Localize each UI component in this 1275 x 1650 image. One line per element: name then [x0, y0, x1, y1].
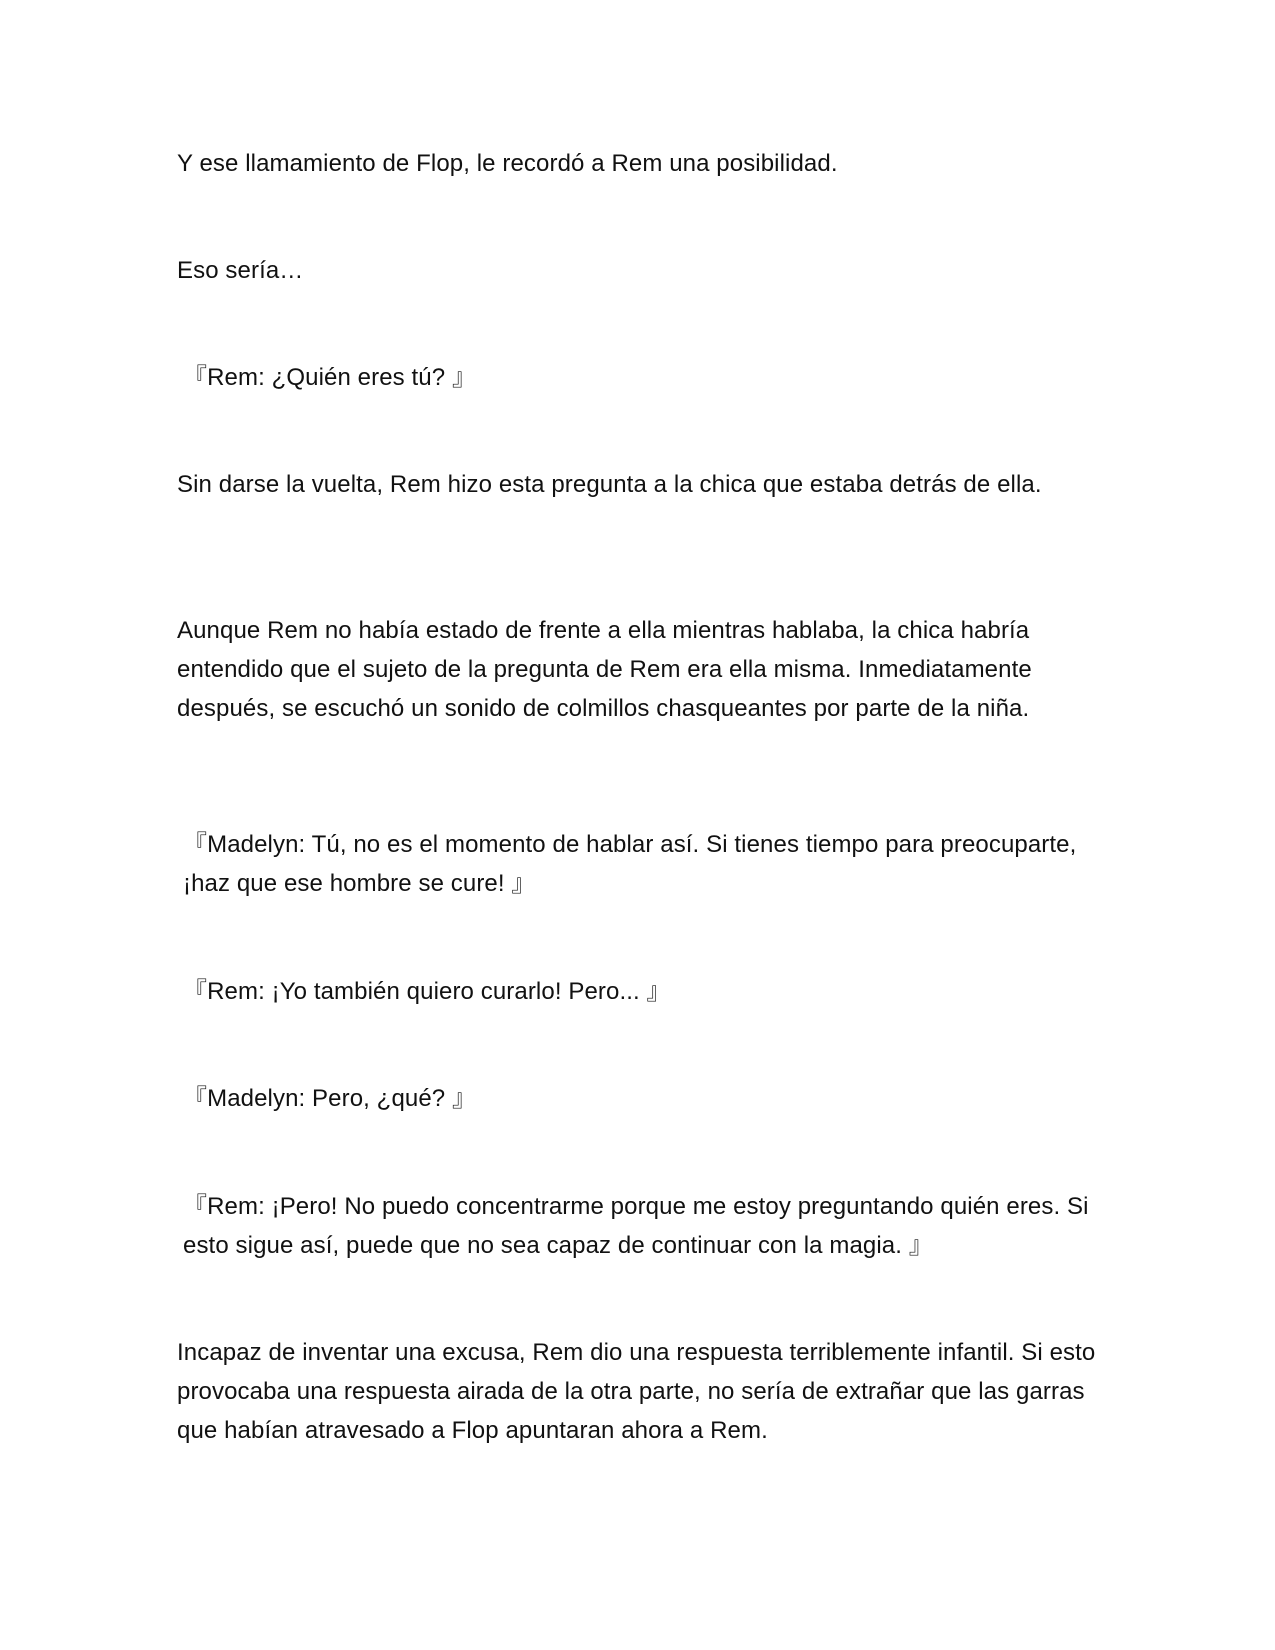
dialogue-rem-2: 『Rem: ¡Yo también quiero curarlo! Pero... 』 [183, 978, 671, 1005]
paragraph-narration-5: Incapaz de inventar una excusa, Rem dio una respuesta terriblemente infantil. Si esto provocaba una respuesta airada de la otra parte, no sería de extrañar que las garras que habían atravesado a Flop apuntaran ahora a Rem. [177, 1339, 1096, 1444]
paragraph-narration-1: Y ese llamamiento de Flop, le recordó a Rem una posibilidad. [177, 150, 838, 177]
dialogue-rem-1: 『Rem: ¿Quién eres tú? 』 [183, 364, 477, 391]
dialogue-madelyn-2: 『Madelyn: Pero, ¿qué? 』 [183, 1085, 477, 1112]
paragraph-narration-2: Eso sería… [177, 257, 304, 284]
paragraph-narration-3: Sin darse la vuelta, Rem hizo esta pregunta a la chica que estaba detrás de ella. [177, 471, 1042, 498]
dialogue-rem-3: 『Rem: ¡Pero! No puedo concentrarme porque me estoy preguntando quién eres. Si esto sigue así, puede que no sea capaz de continuar con la magia. 』 [183, 1193, 1089, 1259]
dialogue-madelyn-1: 『Madelyn: Tú, no es el momento de hablar así. Si tienes tiempo para preocuparte, ¡haz que ese hombre se cure! 』 [183, 831, 1077, 897]
paragraph-narration-4: Aunque Rem no había estado de frente a ella mientras hablaba, la chica habría entendido que el sujeto de la pregunta de Rem era ella misma. Inmediatamente después, se escuchó un sonido de colmillos chasqueantes por parte de la niña. [177, 617, 1032, 722]
